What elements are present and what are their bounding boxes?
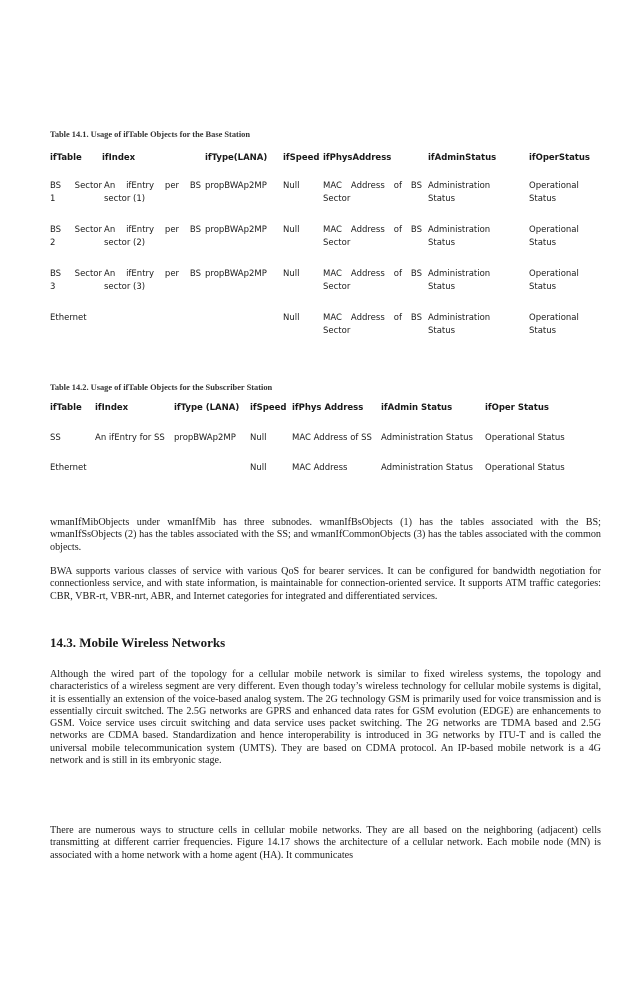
table1-cell-ifoperstatus: Operational Status [529, 313, 579, 336]
table2-header-ifoperstatus: ifOper Status [485, 403, 549, 413]
table1-cell-ifoperstatus: Operational Status [529, 269, 579, 292]
table1-cell-ifspeed: Null [283, 225, 300, 235]
table1-cell-iftype: propBWAp2MP [205, 269, 267, 279]
table1-cell-ifindex: An ifEntry per BS sector (2) [104, 225, 201, 248]
table1-base-station [50, 152, 592, 356]
table1-cell-iftype: propBWAp2MP [205, 225, 267, 235]
table1-cell-iftype [205, 312, 283, 356]
table1-cell-ifindex: An ifEntry per BS sector (1) [104, 181, 201, 204]
table-row [50, 180, 592, 224]
table2-cell-ifoperstatus: Operational Status [485, 463, 565, 473]
table2-header-ifphysaddress: ifPhys Address [292, 403, 364, 413]
table1-header-iftable: ifTable [50, 153, 82, 163]
table2-header-iftype: ifType (LANA) [174, 403, 240, 413]
table1-cell-ifoperstatus: Operational Status [529, 225, 579, 248]
table2-header-ifspeed: ifSpeed [250, 403, 287, 413]
table2-subscriber-station [50, 402, 578, 492]
table2-header-iftable: ifTable [50, 403, 82, 413]
table-row [50, 268, 592, 312]
table2-cell-iftable: SS [50, 433, 61, 443]
table1-cell-ifadminstatus: Administration Status [428, 225, 491, 248]
table1-cell-iftable: BS Sector 1 [50, 181, 102, 204]
table2-header-ifadminstatus: ifAdmin Status [381, 403, 453, 413]
table1-header-row [50, 152, 592, 180]
table1-header-ifindex: ifIndex [102, 153, 136, 163]
table2-cell-ifspeed: Null [250, 463, 267, 473]
table2-header-row [50, 402, 578, 432]
table2-cell-iftable: Ethernet [50, 463, 87, 473]
paragraph-bwa-service-classes: BWA supports various classes of service with various QoS for bearer services. It can be configured for bandwidth negotiation for connectionless service, and with state information, is maintainable for connection-oriented service. It supports ATM traffic categories: CBR, VBR-rt, VBR-nrt, ABR, and Internet categories for integrated and differentiated services. [50, 566, 601, 602]
table1-cell-ifadminstatus: Administration Status [428, 181, 491, 204]
table2-cell-ifindex: An ifEntry for SS [95, 433, 165, 443]
table-row [50, 224, 592, 268]
paragraph-cell-structure: There are numerous ways to structure cells in cellular mobile networks. They are all based on the neighboring (adjacent) cells transmitting at different carrier frequencies. Figure 14.17 shows the architecture of a cellular network. Each mobile node (MN) is associated with a home network with a home agent (HA). It communicates [50, 825, 601, 861]
table1-cell-iftable: BS Sector 3 [50, 269, 102, 292]
table1-cell-ifspeed: Null [283, 181, 300, 191]
table1-cell-ifspeed: Null [283, 269, 300, 279]
table1-cell-iftype: propBWAp2MP [205, 181, 267, 191]
table2-cell-ifoperstatus: Operational Status [485, 433, 565, 443]
table1-cell-ifadminstatus: Administration Status [428, 269, 491, 292]
table-row [50, 312, 592, 356]
table1-cell-iftable: BS Sector 2 [50, 225, 102, 248]
table1-caption: Table 14.1. Usage of ifTable Objects for the Base Station [50, 130, 250, 139]
table2-cell-ifphysaddress: MAC Address of SS [292, 433, 372, 443]
table1-header-ifoperstatus: ifOperStatus [529, 153, 590, 163]
table1-cell-ifoperstatus: Operational Status [529, 181, 579, 204]
table2-cell-ifspeed: Null [250, 433, 267, 443]
table1-header-ifphysaddress: ifPhysAddress [323, 153, 392, 163]
table2-caption: Table 14.2. Usage of ifTable Objects for the Subscriber Station [50, 383, 273, 392]
table1-header-ifadminstatus: ifAdminStatus [428, 153, 497, 163]
section-heading: 14.3. Mobile Wireless Networks [50, 635, 226, 650]
table1-cell-ifindex [102, 312, 205, 356]
table1-cell-ifindex: An ifEntry per BS sector (3) [104, 269, 201, 292]
table2-cell-ifphysaddress: MAC Address [292, 463, 348, 473]
paragraph-cellular-topology: Although the wired part of the topology for a cellular mobile network is similar to fixed wireless systems, the topology and characteristics of a wireless segment are very different. Even though today’s wireless technology for cellular mobile systems is digital, it is essentially an extension of the voice-based analog system. The 2G technology GSM is primarily used for voice transmission and is essentially circuit switched. The 2.5G networks are GPRS and enhanced data rates for GSM evolution (EDGE) are enhancements to GSM. Voice service uses circuit switching and data service uses packet switching. The 2G networks are TDMA based and 2.5G networks are CDMA based. Standardization and hence interoperability is introduced in 3G networks by ITU-T and is called the universal mobile telecommunication system (UMTS). They are based on CDMA protocol. An IP-based mobile network is a 4G network and is still in its embryonic stage. [50, 669, 601, 767]
table1-cell-ifphysaddress: MAC Address of BS Sector [323, 225, 422, 248]
table2-cell-ifadminstatus: Administration Status [381, 463, 473, 473]
table-row [50, 432, 578, 462]
table1-cell-ifphysaddress: MAC Address of BS Sector [323, 313, 422, 336]
table2-cell-iftype: propBWAp2MP [174, 433, 236, 443]
table1-cell-ifadminstatus: Administration Status [428, 313, 491, 336]
paragraph-wmanifmib-objects: wmanIfMibObjects under wmanIfMib has three subnodes. wmanIfBsObjects (1) has the tables associated with the BS; wmanIfSsObjects (2) has the tables associated with the SS; and wmanIfCommonObjects (3) has the tables associated with the common objects. [50, 517, 601, 553]
table2-cell-ifindex [95, 462, 174, 492]
table1-header-iftype: ifType(LANA) [205, 153, 268, 163]
table1-cell-ifspeed: Null [283, 313, 300, 323]
table2-cell-iftype [174, 462, 250, 492]
table2-cell-ifadminstatus: Administration Status [381, 433, 473, 443]
table2-header-ifindex: ifIndex [95, 403, 129, 413]
table1-header-ifspeed: ifSpeed [283, 153, 320, 163]
table1-cell-ifphysaddress: MAC Address of BS Sector [323, 181, 422, 204]
table-row [50, 462, 578, 492]
table1-cell-ifphysaddress: MAC Address of BS Sector [323, 269, 422, 292]
table1-cell-iftable: Ethernet [50, 313, 87, 323]
